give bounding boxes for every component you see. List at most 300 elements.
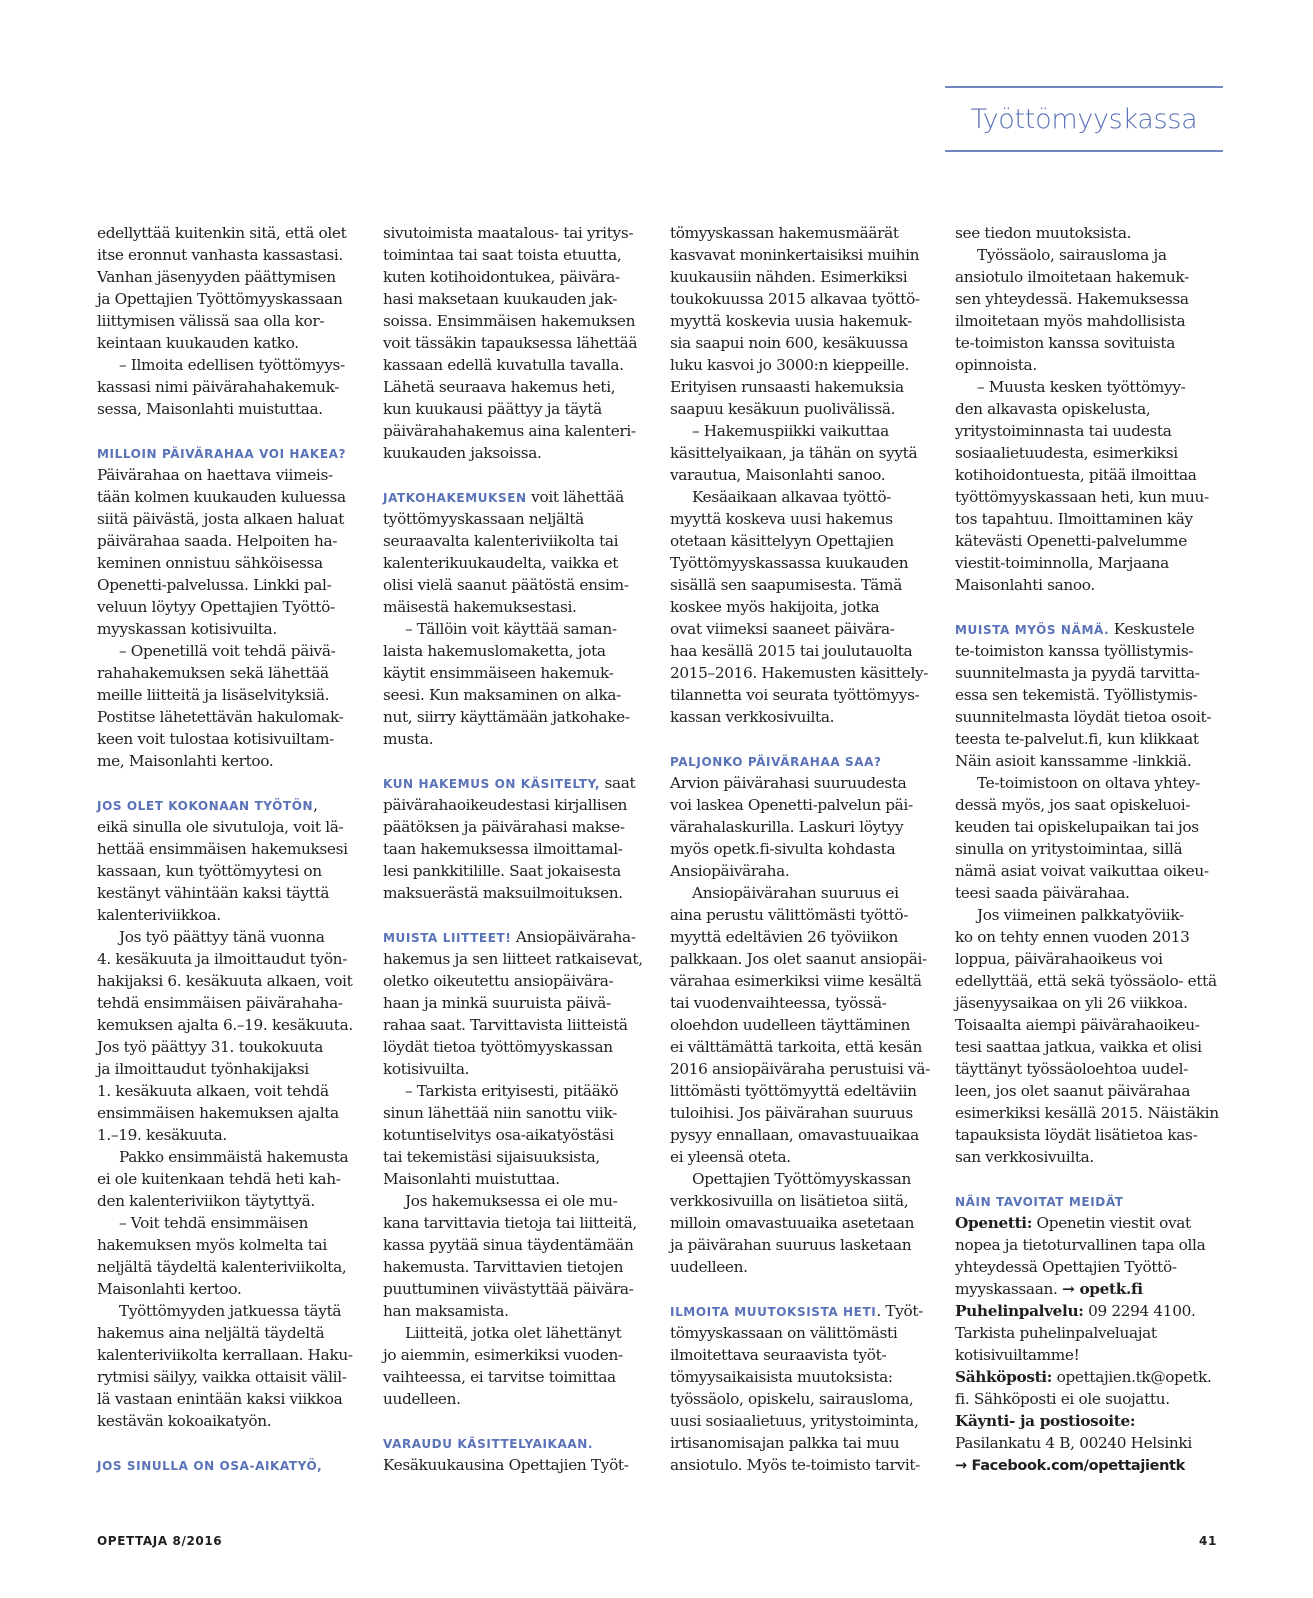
text-line	[670, 1168, 946, 1190]
text-line	[670, 398, 946, 420]
text: Opettajien Työttömyyskassan	[692, 1170, 912, 1188]
text-column-1	[97, 222, 373, 1476]
text: – Tällöin voit käyttää saman-	[405, 620, 617, 638]
text: irtisanomisajan palkka tai muu	[670, 1434, 900, 1452]
text-line	[97, 750, 373, 772]
footer-publication: OPETTAJA 8/2016	[97, 1534, 223, 1548]
text: myyttä koskeva uusi hakemus	[670, 510, 893, 528]
text-line	[670, 706, 946, 728]
text-line	[383, 1256, 659, 1278]
text: ilmoitetaan myös mahdollisista	[955, 312, 1186, 330]
subheading-line	[955, 618, 1231, 640]
text: keuden tai opiskelupaikan tai jos	[955, 818, 1199, 836]
text: Työttömyyskassassa kuukauden	[670, 554, 909, 572]
text-line	[97, 398, 373, 420]
text-line	[97, 1278, 373, 1300]
text: Toisaalta aiempi päivärahaoikeu-	[955, 1016, 1200, 1034]
paragraph-gap	[670, 728, 946, 750]
paragraph-gap	[955, 1168, 1231, 1190]
text: essa sen tekemistä. Työllistymis-	[955, 686, 1198, 704]
paragraph-gap	[670, 1278, 946, 1300]
text: neljältä täydeltä kalenteriviikolta,	[97, 1258, 347, 1276]
text-line	[670, 882, 946, 904]
text-line	[97, 1256, 373, 1278]
text-line	[383, 376, 659, 398]
text: Openetti-palvelussa. Linkki pal-	[97, 576, 332, 594]
text-line	[955, 1388, 1231, 1410]
text-line	[383, 1300, 659, 1322]
text-line	[670, 1432, 946, 1454]
section-title: Työttömyyskassa	[970, 103, 1198, 135]
text-line	[955, 816, 1231, 838]
text: mäisestä hakemuksestasi.	[383, 598, 577, 616]
text-line	[955, 354, 1231, 376]
text-line	[670, 794, 946, 816]
text: työttömyyskassaan heti, kun muu-	[955, 488, 1209, 506]
text-line	[97, 288, 373, 310]
text: kestänyt vähintään kaksi täyttä	[97, 884, 330, 902]
text-line	[97, 574, 373, 596]
text: edellyttää kuitenkin sitä, että olet	[97, 224, 347, 242]
text: oletko oikeutettu ansiopäivära-	[383, 972, 614, 990]
text: Te-toimistoon on oltava yhtey-	[977, 774, 1200, 792]
text: tai tekemistäsi sijaisuuksista,	[383, 1148, 600, 1166]
text: haan ja minkä suuruista päivä-	[383, 994, 611, 1012]
text-line	[670, 420, 946, 442]
text-line	[383, 794, 659, 816]
text-line	[383, 684, 659, 706]
subheading-line	[97, 794, 373, 816]
text: työssäolo, opiskelu, sairausloma,	[670, 1390, 914, 1408]
subheading-continuation: Ansiopäiväraha-	[511, 928, 636, 946]
text: lesi pankkitilille. Saat jokaisesta	[383, 862, 621, 880]
text-line	[97, 1388, 373, 1410]
text-line	[97, 728, 373, 750]
text: haa kesällä 2015 tai joulutauolta	[670, 642, 913, 660]
text-line	[97, 1300, 373, 1322]
text-line	[97, 662, 373, 684]
text: uudelleen.	[383, 1390, 461, 1408]
text: liittymisen välissä saa olla kor-	[97, 312, 325, 330]
text-line	[383, 1190, 659, 1212]
text: päivärahahakemus aina kalenteri-	[383, 422, 636, 440]
subheading-line	[97, 1454, 373, 1476]
text: 2015–2016. Hakemusten käsittely-	[670, 664, 929, 682]
text: varautua, Maisonlahti sanoo.	[670, 466, 886, 484]
text: sivutoimista maatalous- tai yritys-	[383, 224, 634, 242]
text-line	[670, 552, 946, 574]
text: opinnoista.	[955, 356, 1037, 374]
text-line	[97, 464, 373, 486]
text: kana tarvittavia tietoja tai liitteitä,	[383, 1214, 637, 1232]
text: rahahakemuksen sekä lähettää	[97, 664, 329, 682]
text-line	[383, 860, 659, 882]
text: opettajien.tk@opetk.	[1052, 1368, 1212, 1386]
text-line	[383, 992, 659, 1014]
paragraph-gap	[383, 904, 659, 926]
text: päivärahaoikeudestasi kirjallisen	[383, 796, 628, 814]
text-line	[670, 1146, 946, 1168]
text-line	[97, 1036, 373, 1058]
text-line	[670, 222, 946, 244]
text-line	[383, 706, 659, 728]
text-line	[955, 1102, 1231, 1124]
text: te-toimiston kanssa sovituista	[955, 334, 1175, 352]
text: dessä myös, jos saat opiskeluoi-	[955, 796, 1191, 814]
text: – Ilmoita edellisen työttömyys-	[119, 356, 345, 374]
text: den alkavasta opiskelusta,	[955, 400, 1151, 418]
text: Ansiopäivärahan suuruus ei	[692, 884, 899, 902]
text-line	[383, 288, 659, 310]
text-line	[383, 222, 659, 244]
subheading-line	[383, 486, 659, 508]
paragraph-gap	[383, 464, 659, 486]
text: keminen onnistuu sähköisessa	[97, 554, 323, 572]
text: saapuu kesäkuun puolivälissä.	[670, 400, 896, 418]
text: myös opetk.fi-sivulta kohdasta	[670, 840, 896, 858]
text: Vanhan jäsenyyden päättymisen	[97, 268, 336, 286]
text-line	[383, 1014, 659, 1036]
text-column-4	[955, 222, 1231, 1476]
text: värahaa esimerkiksi viime kesältä	[670, 972, 922, 990]
subheading-continuation: ,	[313, 796, 318, 814]
text-line	[97, 882, 373, 904]
text: fi. Sähköposti ei ole suojattu.	[955, 1390, 1170, 1408]
text: vaihteessa, ei tarvitse toimittaa	[383, 1368, 616, 1386]
text-line	[97, 530, 373, 552]
text-line	[670, 442, 946, 464]
text-line	[670, 266, 946, 288]
text-line	[97, 222, 373, 244]
text-line	[955, 1300, 1231, 1322]
text-line	[955, 882, 1231, 904]
text-line	[383, 398, 659, 420]
text: tömyyskassan hakemusmäärät	[670, 224, 899, 242]
text: – Tarkista erityisesti, pitääkö	[405, 1082, 619, 1100]
text-line	[97, 596, 373, 618]
text: ensimmäisen hakemuksen ajalta	[97, 1104, 339, 1122]
text-line	[383, 1454, 659, 1476]
text-line	[670, 1058, 946, 1080]
text-line	[955, 750, 1231, 772]
text: 4. kesäkuuta ja ilmoittaudut työn-	[97, 950, 348, 968]
text-line	[955, 310, 1231, 332]
text-line	[670, 1190, 946, 1212]
text-line	[670, 1124, 946, 1146]
text: hettää ensimmäisen hakemuksesi	[97, 840, 348, 858]
paragraph-gap	[383, 750, 659, 772]
text: Näin asioit kanssamme -linkkiä.	[955, 752, 1192, 770]
subheading: JOS OLET KOKONAAN TYÖTÖN	[97, 799, 314, 813]
paragraph-gap	[383, 1410, 659, 1432]
text: Erityisen runsaasti hakemuksia	[670, 378, 904, 396]
text: värahalaskurilla. Laskuri löytyy	[670, 818, 904, 836]
text: Jos työ päättyy tänä vuonna	[119, 928, 325, 946]
text-line	[383, 552, 659, 574]
text-line	[97, 332, 373, 354]
text: löydät tietoa työttömyyskassan	[383, 1038, 613, 1056]
text-line	[97, 1014, 373, 1036]
text-line	[670, 1344, 946, 1366]
text: Maisonlahti kertoo.	[97, 1280, 242, 1298]
text-line	[670, 1388, 946, 1410]
text: kassaan edellä kuvatulla tavalla.	[383, 356, 624, 374]
text: tai vuodenvaihteessa, työssä-	[670, 994, 887, 1012]
contact-label: Openetti:	[955, 1214, 1033, 1232]
subheading-continuation: . Työt-	[876, 1302, 923, 1320]
text-line	[670, 860, 946, 882]
website-link[interactable]: → opetk.fi	[1062, 1280, 1143, 1298]
text: ansiotulo. Myös te-toimisto tarvit-	[670, 1456, 920, 1474]
subheading-line	[383, 1432, 659, 1454]
text: verkkosivuilla on lisätietoa siitä,	[670, 1192, 909, 1210]
text-line	[670, 464, 946, 486]
text: Postitse lähetettävän hakulomak-	[97, 708, 344, 726]
text-line	[955, 1454, 1231, 1476]
text: tömyyskassaan on välittömästi	[670, 1324, 898, 1342]
text: sinulla on yritystoimintaa, sillä	[955, 840, 1183, 858]
text-line	[955, 728, 1231, 750]
text-line	[383, 618, 659, 640]
text-line	[97, 1146, 373, 1168]
subheading-continuation: voit lähettää	[526, 488, 624, 506]
text-line	[97, 706, 373, 728]
text: Maisonlahti sanoo.	[955, 576, 1095, 594]
text-line	[670, 1256, 946, 1278]
text-line	[97, 1410, 373, 1432]
text: tapauksista löydät lisätietoa kas-	[955, 1126, 1198, 1144]
text: kalenteriviikolta kerrallaan. Haku-	[97, 1346, 353, 1364]
text-line	[955, 1212, 1231, 1234]
text-line	[383, 332, 659, 354]
text: nopea ja tietoturvallinen tapa olla	[955, 1236, 1206, 1254]
text: ko on tehty ennen vuoden 2013	[955, 928, 1190, 946]
text-line	[383, 310, 659, 332]
text-line	[97, 486, 373, 508]
text: Kesäkuukausina Opettajien Työt-	[383, 1456, 629, 1474]
text-line	[383, 662, 659, 684]
text-line	[97, 618, 373, 640]
text: ja ilmoittaudut työnhakijaksi	[97, 1060, 309, 1078]
text-line	[383, 530, 659, 552]
text: tos tapahtuu. Ilmoittaminen käy	[955, 510, 1193, 528]
text: Tarkista puhelinpalveluajat	[955, 1324, 1157, 1342]
text: kestävän kokoaikatyön.	[97, 1412, 272, 1430]
text: rytmisi säilyy, vaikka ottaisit välil-	[97, 1368, 347, 1386]
text-line	[97, 684, 373, 706]
text-line	[955, 772, 1231, 794]
text: kotihoidontuesta, pitää ilmoittaa	[955, 466, 1197, 484]
text-line	[670, 970, 946, 992]
text: littömästi työttömyyttä edeltäviin	[670, 1082, 917, 1100]
text: myyttä koskevia uusia hakemuk-	[670, 312, 912, 330]
text: kuukausiin nähden. Esimerkiksi	[670, 268, 908, 286]
text: kotisivuiltamme!	[955, 1346, 1080, 1364]
text-line	[955, 244, 1231, 266]
text-line	[383, 574, 659, 596]
text: luku kasvoi jo 3000:n kieppeille.	[670, 356, 910, 374]
text: Arvion päivärahasi suuruudesta	[670, 774, 907, 792]
text-line	[670, 376, 946, 398]
text: kassan verkkosivuilta.	[670, 708, 835, 726]
paragraph-gap	[97, 420, 373, 442]
text: ovat viimeksi saaneet päivära-	[670, 620, 895, 638]
text: kotisivuilta.	[383, 1060, 470, 1078]
text-line	[97, 1080, 373, 1102]
text-line	[955, 1014, 1231, 1036]
text-line	[955, 574, 1231, 596]
text: kun kuukausi päättyy ja täytä	[383, 400, 602, 418]
footer-page-number: 41	[1199, 1534, 1217, 1548]
text-line	[955, 1058, 1231, 1080]
text: siitä päivästä, josta alkaen haluat	[97, 510, 345, 528]
text: kassaan, kun työttömyytesi on	[97, 862, 322, 880]
text-line	[955, 398, 1231, 420]
text: soissa. Ensimmäisen hakemuksen	[383, 312, 636, 330]
text: uusi sosiaalietuus, yritystoiminta,	[670, 1412, 919, 1430]
text: päätöksen ja päivärahasi makse-	[383, 818, 625, 836]
text: kuukauden jaksoissa.	[383, 444, 542, 462]
text: kemuksen ajalta 6.–19. kesäkuuta.	[97, 1016, 353, 1034]
text-line	[670, 618, 946, 640]
text-line	[955, 926, 1231, 948]
text-line	[383, 1212, 659, 1234]
text: suunnitelmasta löydät tietoa osoit-	[955, 708, 1212, 726]
text: sia saapui noin 600, kesäkuussa	[670, 334, 909, 352]
text-line	[955, 1366, 1231, 1388]
text-line	[670, 508, 946, 530]
contact-label: Puhelinpalvelu:	[955, 1302, 1084, 1320]
text: itse eronnut vanhasta kassastasi.	[97, 246, 343, 264]
text-line	[955, 1036, 1231, 1058]
text: myyskassan kotisivuilta.	[97, 620, 277, 638]
subheading-line	[955, 1190, 1231, 1212]
text: teesi saada päivärahaa.	[955, 884, 1130, 902]
text: ei yleensä oteta.	[670, 1148, 791, 1166]
text-line	[383, 266, 659, 288]
text-line	[955, 1146, 1231, 1168]
text-line	[670, 1014, 946, 1036]
text: viestit-toiminnolla, Marjaana	[955, 554, 1169, 572]
subheading-continuation: saat	[600, 774, 636, 792]
text: – Muusta kesken työttömyy-	[977, 378, 1186, 396]
text-line	[670, 640, 946, 662]
facebook-link[interactable]: → Facebook.com/opettajientk	[955, 1458, 1185, 1474]
text: rahaa saat. Tarvittavista liitteistä	[383, 1016, 628, 1034]
text: käsittelyaikaan, ja tähän on syytä	[670, 444, 918, 462]
text-line	[383, 882, 659, 904]
text-line	[97, 816, 373, 838]
text: tään kolmen kuukauden kuluessa	[97, 488, 346, 506]
text: tilannetta voi seurata työttömyys-	[670, 686, 920, 704]
text-line	[97, 266, 373, 288]
text: den kalenteriviikon täytyttyä.	[97, 1192, 315, 1210]
text-line	[383, 1102, 659, 1124]
subheading-line	[383, 772, 659, 794]
text-line	[383, 508, 659, 530]
text: meille liitteitä ja lisäselvityksiä.	[97, 686, 330, 704]
text-line	[670, 926, 946, 948]
text-line	[670, 1410, 946, 1432]
text-line	[670, 1322, 946, 1344]
text: Openetin viestit ovat	[1032, 1214, 1191, 1232]
text: esimerkiksi kesällä 2015. Näistäkin	[955, 1104, 1219, 1122]
text: me, Maisonlahti kertoo.	[97, 752, 274, 770]
text-line	[670, 244, 946, 266]
text-line	[670, 662, 946, 684]
text: nut, siirry käyttämään jatkohake-	[383, 708, 630, 726]
text: hasi maksetaan kuukauden jak-	[383, 290, 618, 308]
text: seuraavalta kalenteriviikolta tai	[383, 532, 619, 550]
text-line	[955, 420, 1231, 442]
text-line	[670, 1234, 946, 1256]
subheading: NÄIN TAVOITAT MEIDÄT	[955, 1195, 1124, 1209]
text-line	[670, 1454, 946, 1476]
text-line	[383, 244, 659, 266]
subheading: MILLOIN PÄIVÄRAHAA VOI HAKEA?	[97, 447, 347, 461]
text: te-toimiston kanssa työllistymis-	[955, 642, 1194, 660]
text: toukokuussa 2015 alkavaa työttö-	[670, 290, 920, 308]
text: Työttömyyden jatkuessa täytä	[119, 1302, 342, 1320]
paragraph-gap	[97, 1432, 373, 1454]
text: myyttä edeltävien 26 työviikon	[670, 928, 899, 946]
text: sinun lähettää niin sanottu viik-	[383, 1104, 617, 1122]
text: musta.	[383, 730, 434, 748]
text: jäsenyysaikaa on yli 26 viikkoa.	[955, 994, 1188, 1012]
text-line	[383, 1036, 659, 1058]
text-line	[955, 1278, 1231, 1300]
text-line	[97, 926, 373, 948]
text-line	[955, 904, 1231, 926]
text-line	[670, 948, 946, 970]
text-line	[670, 332, 946, 354]
text: hakemus ja sen liitteet ratkaisevat,	[383, 950, 643, 968]
text: hakemuksen myös kolmelta tai	[97, 1236, 327, 1254]
text-line	[955, 992, 1231, 1014]
text-line	[955, 486, 1231, 508]
text-line	[670, 684, 946, 706]
text-line	[670, 1366, 946, 1388]
text: Kesäaikaan alkavaa työttö-	[692, 488, 891, 506]
text-line	[670, 992, 946, 1014]
text: yhteydessä Opettajien Työttö-	[955, 1258, 1177, 1276]
text: sessa, Maisonlahti muistuttaa.	[97, 400, 323, 418]
text-line	[97, 860, 373, 882]
text: hakemus aina neljältä täydeltä	[97, 1324, 325, 1342]
text: hakemusta. Tarvittavien tietojen	[383, 1258, 624, 1276]
text: sisällä sen saapumisesta. Tämä	[670, 576, 902, 594]
text-line	[383, 1322, 659, 1344]
text: tesi saattaa jatkua, vaikka et olisi	[955, 1038, 1202, 1056]
text-line	[383, 1080, 659, 1102]
text-line	[97, 508, 373, 530]
text: taan hakemuksessa ilmoittamal-	[383, 840, 623, 858]
text: ja päivärahan suuruus lasketaan	[670, 1236, 912, 1254]
text: päivärahaa saada. Helpoiten ha-	[97, 532, 338, 550]
text: leen, jos olet saanut päivärahaa	[955, 1082, 1191, 1100]
text: Pakko ensimmäistä hakemusta	[119, 1148, 349, 1166]
text-line	[955, 1256, 1231, 1278]
text: olisi vielä saanut päätöstä ensim-	[383, 576, 629, 594]
text-line	[97, 376, 373, 398]
text-line	[955, 1234, 1231, 1256]
text-line	[955, 376, 1231, 398]
text: han maksamista.	[383, 1302, 509, 1320]
text: 1.–19. kesäkuuta.	[97, 1126, 227, 1144]
text-line	[383, 1058, 659, 1080]
text: Jos työ päättyy 31. toukokuuta	[97, 1038, 324, 1056]
text: tömyysaikaisista muutoksista:	[670, 1368, 893, 1386]
